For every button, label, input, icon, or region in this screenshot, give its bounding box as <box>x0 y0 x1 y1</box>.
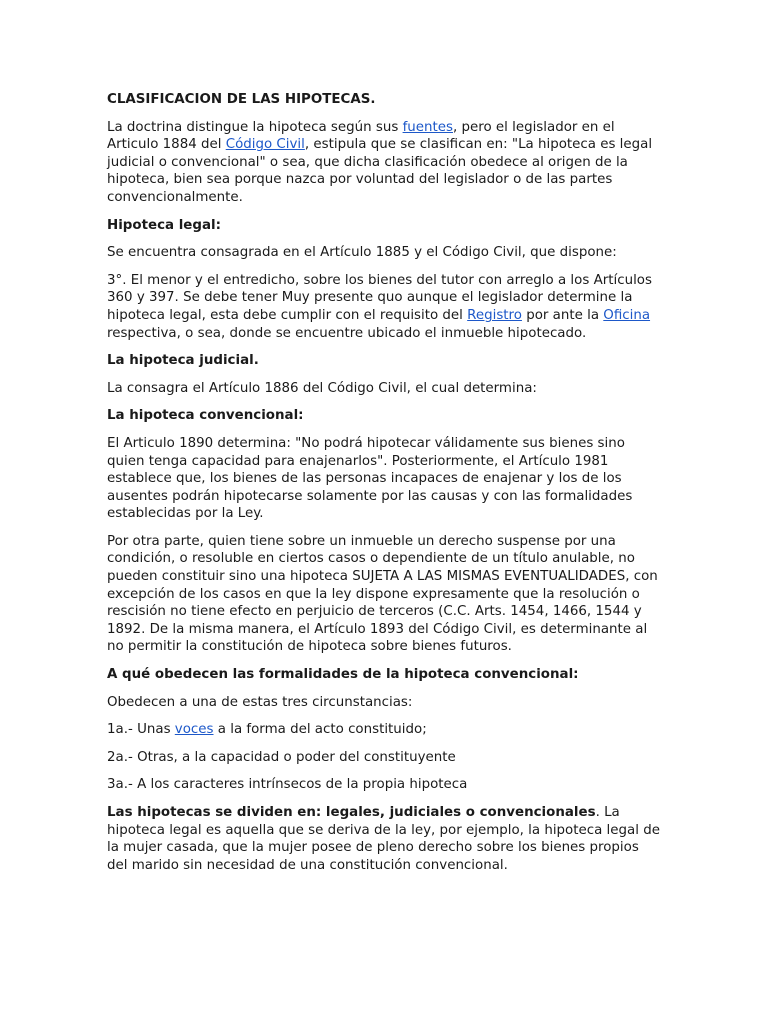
voces-link[interactable]: voces <box>174 722 214 738</box>
legal-paragraph-1: Se encuentra consagrada en el Artículo 1885 y el Código Civil, que dispone: <box>107 245 617 261</box>
document-page <box>107 91 663 884</box>
heading-formalidades: A qué obedecen las formalidades de la hipoteca convencional: <box>107 667 579 683</box>
division-rest-text: . La hipoteca legal es aquella que se deriva de la ley, por ejemplo, la hipoteca legal de la mujer casada, que la mujer posee de pleno derecho sobre los bienes propios del marido sin necesidad de una constitución convencional. <box>107 805 660 873</box>
formalidades-item-3: 3a.- A los caracteres intrínsecos de la propia hipoteca <box>107 777 468 793</box>
intro-text-2: , pero el legislador en el Articulo 1884 del <box>107 119 615 153</box>
division-paragraph <box>107 804 663 874</box>
heading-hipoteca-legal: Hipoteca legal: <box>107 217 221 233</box>
intro-text-1: La doctrina distingue la hipoteca según sus <box>107 119 403 135</box>
document-title: CLASIFICACION DE LAS HIPOTECAS. <box>107 92 376 107</box>
convencional-paragraph-2: Por otra parte, quien tiene sobre un inmueble un derecho suspense por una condición, o resoluble en ciertos casos o dependiente de un título anulable, no pueden constituir sino una hipoteca SUJETA A LAS MISMAS EVENTUALIDADES, con excepción de los casos en que la ley dispone expresamente que la resolución o rescisión no tiene efecto en perjuicio de terceros (C.C. Arts. 1454, 1466, 1544 y 1892. De la misma manera, el Artículo 1893 del Código Civil, es determinante al no permitir la constitución de hipoteca sobre bienes futuros. <box>107 533 658 655</box>
fuentes-link[interactable]: fuentes <box>402 119 453 135</box>
formalidades-item-2: 2a.- Otras, a la capacidad o poder del constituyente <box>107 749 456 765</box>
division-bold-text: Las hipotecas se dividen en: legales, judiciales o convencionales <box>107 805 596 820</box>
item1-text-2: a la forma del acto constituido; <box>213 722 427 738</box>
legal-p2-text-3: respectiva, o sea, donde se encuentre ubicado el inmueble hipotecado. <box>107 325 587 341</box>
codigo-civil-link[interactable]: Código Civil <box>225 137 305 153</box>
heading-hipoteca-convencional: La hipoteca convencional: <box>107 408 304 424</box>
convencional-paragraph-1: El Articulo 1890 determina: "No podrá hipotecar válidamente sus bienes sino quien tenga capacidad para enajenarlos". Posteriormente, el Artículo 1981 establece que, los bienes de las personas incapaces de enajenar y los de los ausentes podrán hipotecarse solamente por las causas y con las formalidades establecidas por la Ley. <box>107 435 633 522</box>
formalidades-intro: Obedecen a una de estas tres circunstancias: <box>107 694 413 710</box>
judicial-paragraph-1: La consagra el Artículo 1886 del Código Civil, el cual determina: <box>107 380 537 396</box>
intro-paragraph <box>107 119 663 207</box>
registro-link[interactable]: Registro <box>467 307 522 323</box>
formalidades-item-1 <box>107 721 663 739</box>
legal-p2-text-2: por ante la <box>521 307 604 323</box>
oficina-link[interactable]: Oficina <box>603 307 651 323</box>
item1-text-1: 1a.- Unas <box>107 722 175 738</box>
intro-text-3: , estipula que se clasifican en: "La hipoteca es legal judicial o convencional" o sea, que dicha clasificación obedece al origen de la hipoteca, bien sea porque nazca por voluntad del legislador o de las partes convencionalmente. <box>107 137 653 205</box>
legal-p2-text-1: 3°. El menor y el entredicho, sobre los bienes del tutor con arreglo a los Artículos 360 y 397. Se debe tener Muy presente quo aunque el legislador determine la hipoteca legal, esta debe cumplir con el requisito del <box>107 272 652 323</box>
legal-paragraph-2 <box>107 272 663 342</box>
heading-hipoteca-judicial: La hipoteca judicial. <box>107 353 259 369</box>
